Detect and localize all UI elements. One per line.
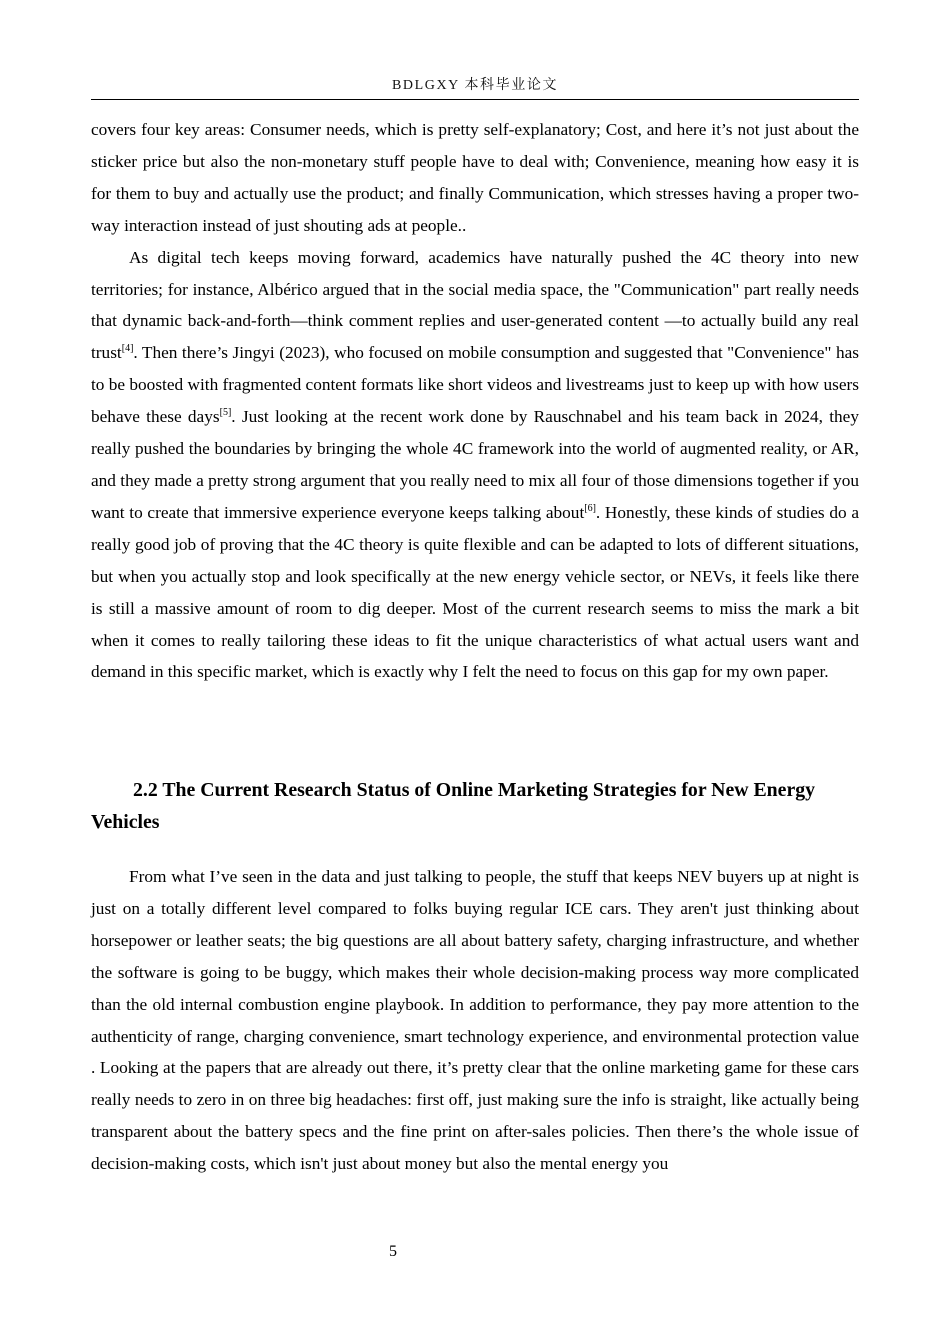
running-header: BDLGXY 本科毕业论文 <box>391 78 559 93</box>
paragraph-text: . Honestly, these kinds of studies do a really good job of proving that the 4C theory is quite flexible and can be adapted to lots of different situations, but when you actually stop and look specifically at the new energy vehicle sector, or NEVs, it feels like there is still a massive amount of room to dig deeper. Most of the current research seems to miss the mark a bit when it comes to really tailoring these ideas to fit the unique characteristics of what actual users want and demand in this specific market, which is exactly why I felt the need to focus on this gap for my own paper. <box>91 502 859 682</box>
paragraph-nev-buyers: From what I’ve seen in the data and just talking to people, the stuff that keeps NEV buyers up at night is just on a totally different level compared to folks buying regular ICE cars. They aren't just thinking about horsepower or leather seats; the big questions are all about battery safety, charging infrastructure, and whether the software is going to be buggy, which makes their whole decision-making process way more complicated than the old internal combustion engine playbook. In addition to performance, they pay more attention to the authenticity of range, charging convenience, smart technology experience, and environmental protection value . Looking at the papers that are already out there, it’s pretty clear that the online marketing game for these cars really needs to zero in on three big headaches: first off, just making sure the info is straight, like actually being transparent about the battery specs and the fine print on after-sales policies. Then there’s the whole issue of decision-making costs, which isn't just about money but also the mental energy you <box>91 867 859 1174</box>
paragraph-4c-areas: covers four key areas: Consumer needs, which is pretty self-explanatory; Cost, and here it’s not just about the sticker price but also the non-monetary stuff people have to deal with; Convenience, meaning how easy it is for them to buy and actually use the product; and finally Communication, which stresses having a proper two-way interaction instead of just shouting ads at people.. <box>91 120 859 235</box>
header-rule <box>91 99 859 100</box>
section-heading: 2.2 The Current Research Status of Online Marketing Strategies for New Energy Vehicles <box>91 779 816 833</box>
citation-4: [4] <box>121 343 134 355</box>
citation-5: [5] <box>219 407 232 419</box>
body-text-block-1 <box>91 114 859 688</box>
paragraph-text: . Then there’s Jingyi (2023), who focused on mobile consumption and suggested that "Convenience" has to be boosted with fragmented content formats like short videos and livestreams just to keep up with how users behave these days <box>91 343 859 427</box>
body-text-block-2 <box>91 861 859 1180</box>
citation-6: [6] <box>584 503 596 515</box>
page-number: 5 <box>389 1243 397 1260</box>
paragraph-text: . Just looking at the recent work done by Rauschnabel and his team back in 2024, they really pushed the boundaries by bringing the whole 4C framework into the world of augmented reality, or AR, and they made a pretty strong argument that you really need to mix all four of those dimensions together if you want to create that immersive experience everyone keeps talking about <box>91 407 859 522</box>
paragraph-text: As digital tech keeps moving forward, academics have naturally pushed the 4C theory into new territories; for instance, Albérico argued that in the social media space, the "Communication" part really needs that dynamic back-and-forth—think comment replies and user-generated content —to actually build any real trust <box>91 247 859 363</box>
paragraph-4c-extensions <box>91 242 859 689</box>
